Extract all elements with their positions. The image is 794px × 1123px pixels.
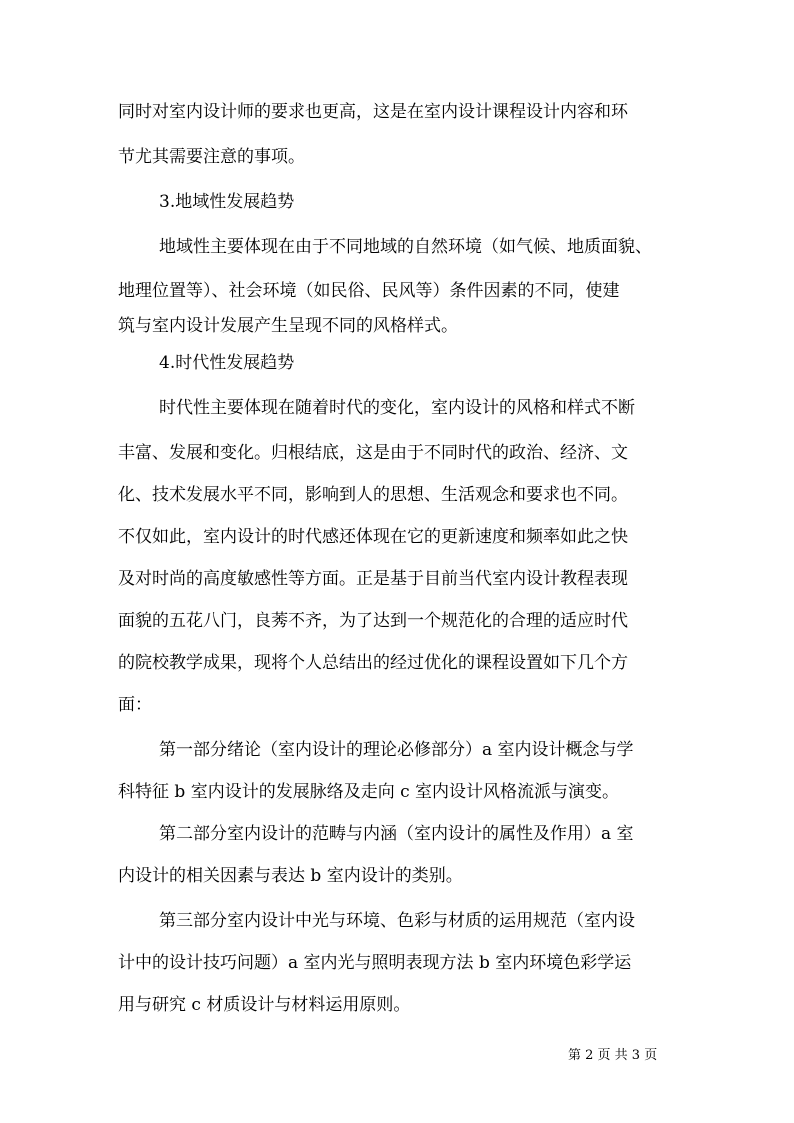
body-text-line: 计中的设计技巧问题）a 室内光与照明表现方法 b 室内环境色彩学运 [118,953,632,973]
body-text-line: 丰富、发展和变化。归根结底，这是由于不同时代的政治、经济、文 [118,443,628,463]
body-text-line: 面貌的五花八门，良莠不齐，为了达到一个规范化的合理的适应时代 [118,611,628,631]
body-text-line: 地理位置等）、社会环境（如民俗、民风等）条件因素的不同，使建 [118,281,620,301]
section-heading: 4.时代性发展趋势 [159,353,295,373]
body-text-line: 科特征 b 室内设计的发展脉络及走向 c 室内设计风格流派与演变。 [118,782,620,802]
body-text-line: 不仅如此，室内设计的时代感还体现在它的更新速度和频率如此之快 [118,527,628,547]
body-text-line: 第二部分室内设计的范畴与内涵（室内设计的属性及作用）a 室 [159,824,634,844]
page-number-footer: 第 2 页 共 3 页 [568,1048,658,1063]
body-text-line: 筑与室内设计发展产生呈现不同的风格样式。 [118,316,458,336]
body-text-line: 面： [118,695,152,715]
section-heading: 3.地域性发展趋势 [159,192,295,212]
body-text-line: 及对时尚的高度敏感性等方面。正是基于目前当代室内设计教程表现 [118,569,628,589]
body-text-line: 节尤其需要注意的事项。 [118,147,305,167]
body-text-line: 第三部分室内设计中光与环境、色彩与材质的运用规范（室内设 [159,911,635,931]
body-text-line: 同时对室内设计师的要求也更高，这是在室内设计课程设计内容和环 [118,102,628,122]
body-text-line: 用与研究 c 材质设计与材料运用原则。 [118,995,411,1015]
body-text-line: 的院校教学成果，现将个人总结出的经过优化的课程设置如下几个方 [118,653,628,673]
body-text-line: 化、技术发展水平不同，影响到人的思想、生活观念和要求也不同。 [118,485,628,505]
body-text-line: 时代性主要体现在随着时代的变化，室内设计的风格和样式不断 [159,398,635,418]
body-text-line: 地域性主要体现在由于不同地域的自然环境（如气候、地质面貌、 [159,237,652,257]
body-text-line: 内设计的相关因素与表达 b 室内设计的类别。 [118,866,463,886]
body-text-line: 第一部分绪论（室内设计的理论必修部分）a 室内设计概念与学 [159,740,634,760]
